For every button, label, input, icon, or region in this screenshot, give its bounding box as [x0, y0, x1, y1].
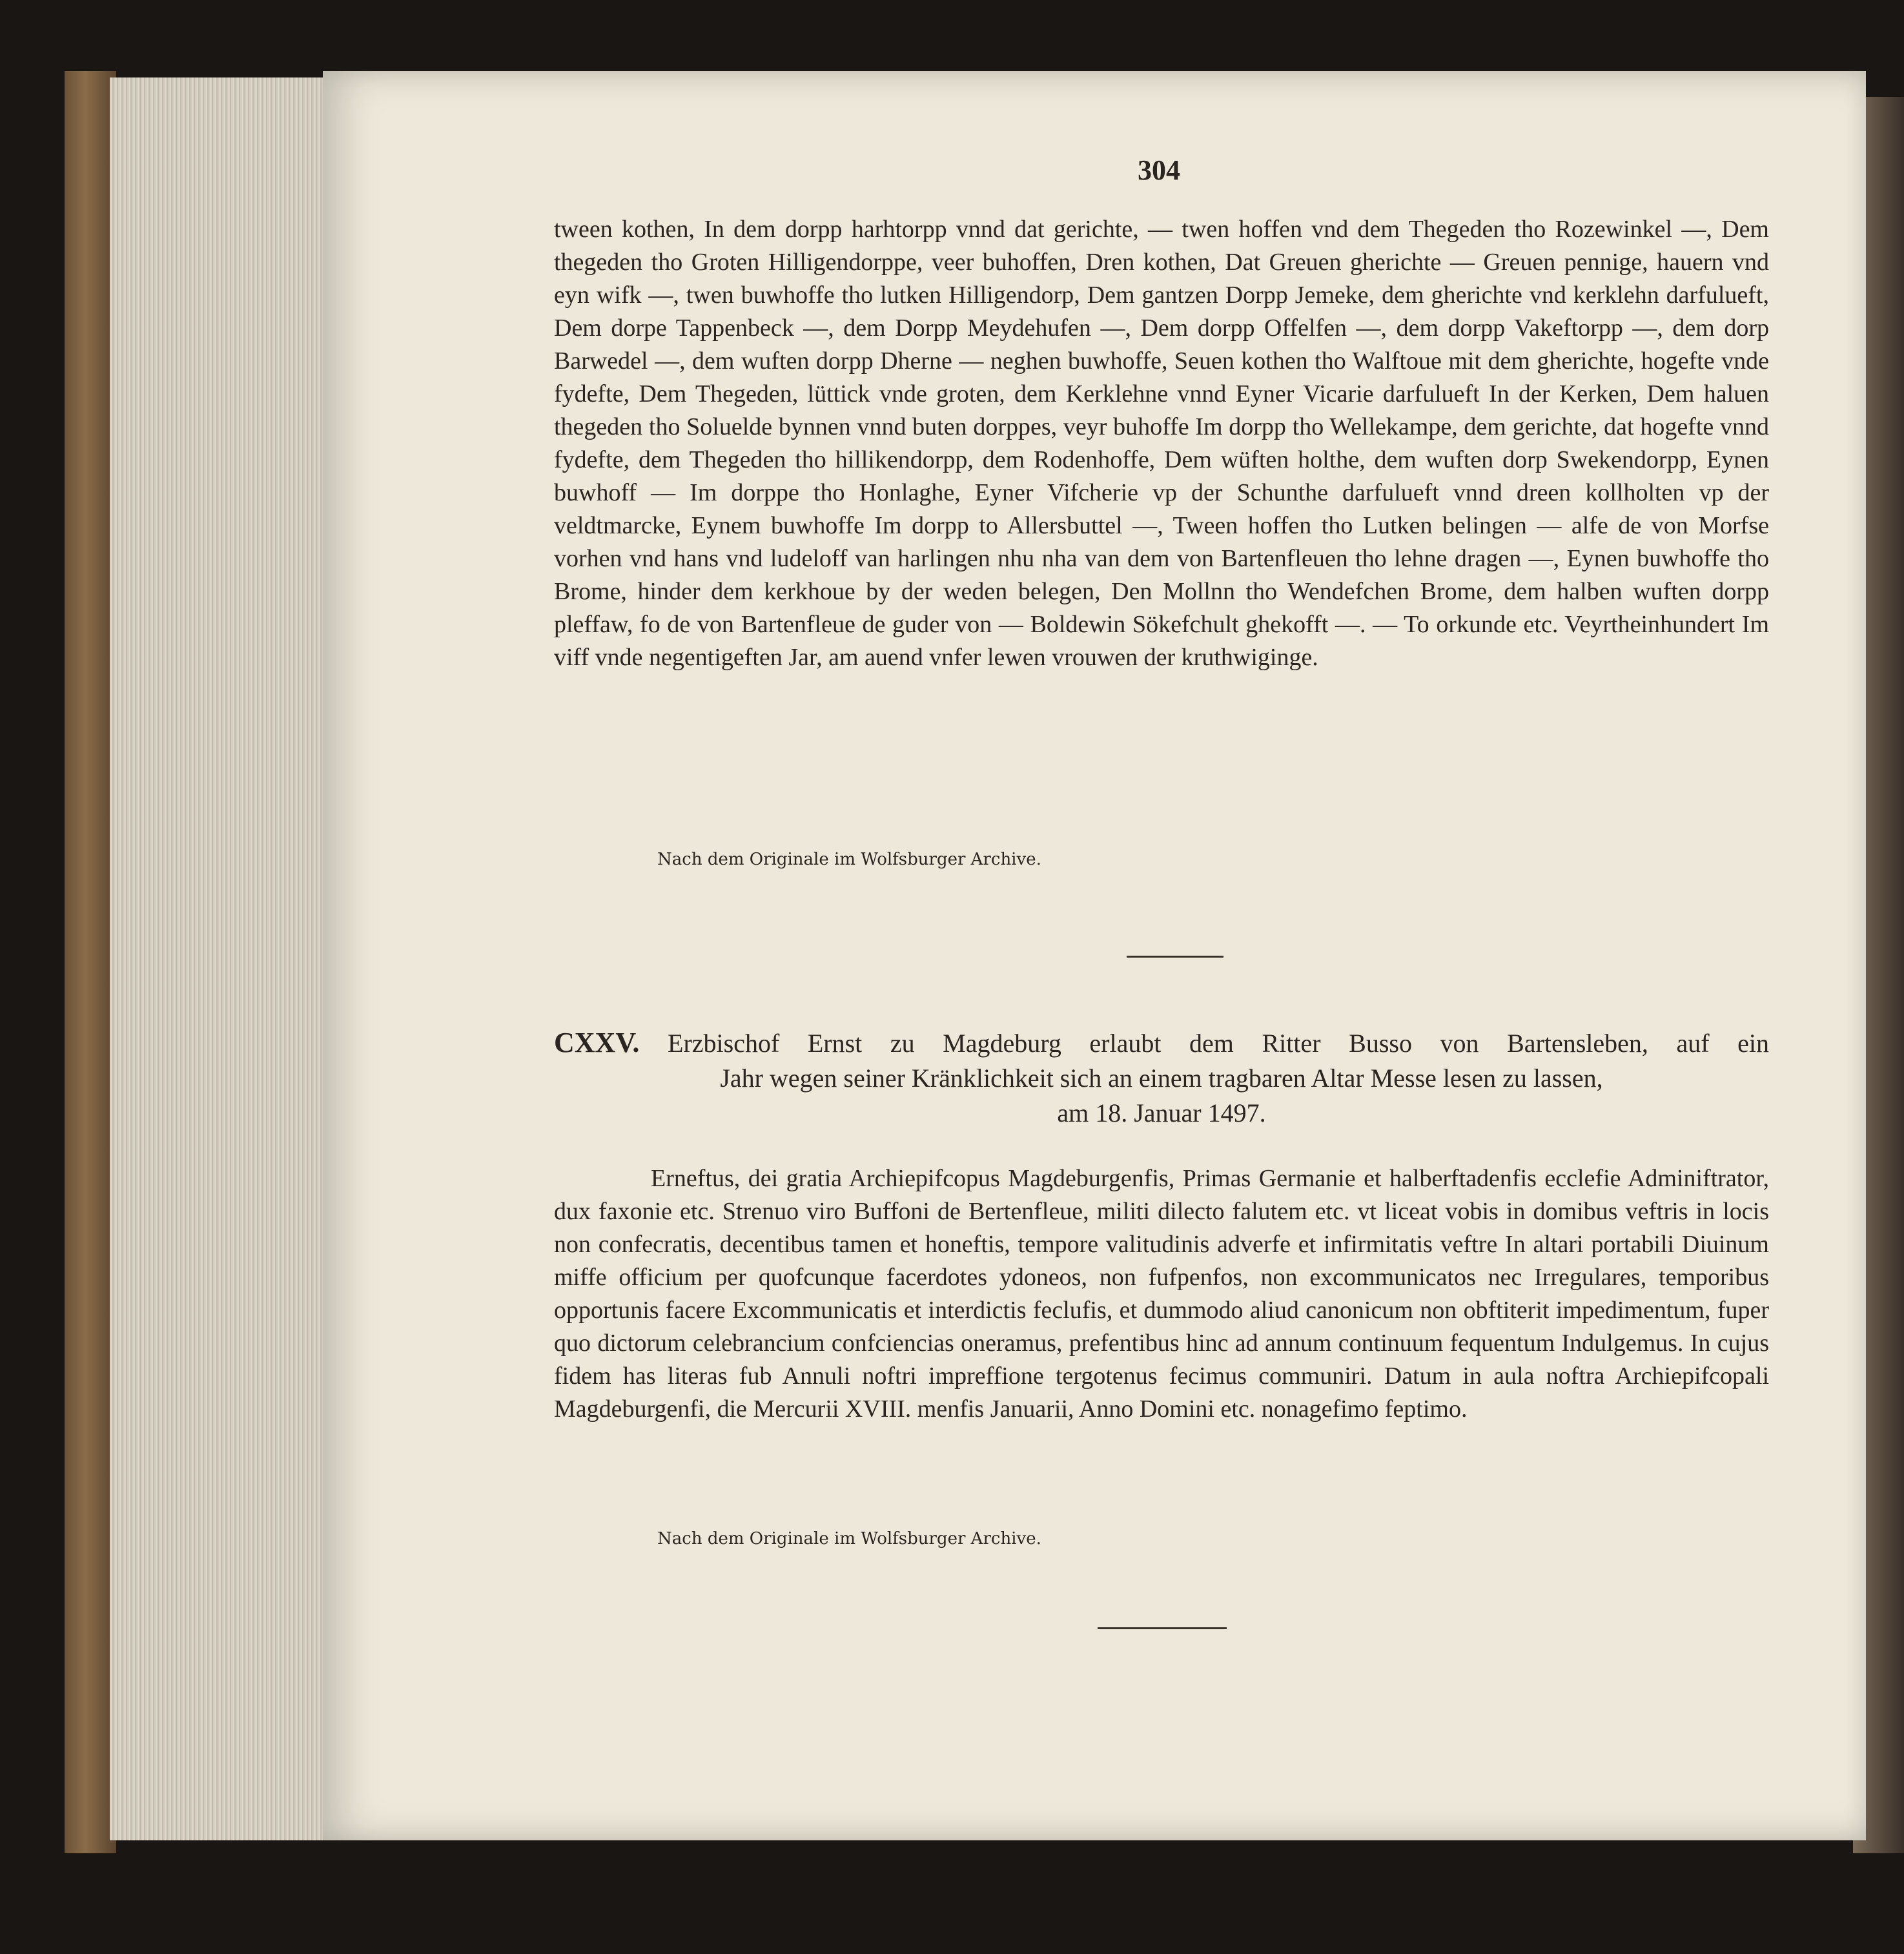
source-note-1: Nach dem Originale im Wolfsburger Archive.: [657, 850, 1041, 869]
heading-text-1: Erzbischof Ernst zu Magdeburg erlaubt dem Ritter Busso von Bartensleben, auf ein: [668, 1029, 1770, 1058]
page-number: 304: [1138, 154, 1180, 186]
page-stack-edge: [110, 77, 342, 1840]
document-paragraph-2: Erneftus, dei gratia Archiepifcopus Magdeburgenfis, Primas Germanie et halberftadenfis ecclefie Adminiftrator, dux faxonie etc. Strenuo viro Buffoni de Bertenfleue, militi dilecto falutem etc. vt liceat vobis in domibus veftris in locis non confecratis, decentibus tamen et honeftis, tempore valitudinis adverfe et infirmitatis veftre In altari portabili Diuinum miffe officium per quofcunque facerdotes ydoneos, non fufpenfos, non excommunicatos nec Irregulares, temporibus opportunis facere Excommunicatis et interdictis feclufis, et dummodo aliud canonicum non obftiterit impedimentum, fuper quo dictorum celebrancium confciencias oneramus, prefentibus hinc ad annum continuum fequentum Indulgemus. In cujus fidem has literas fub Annuli noftri impreffione tergotenus fecimus communiri. Datum in aula noftra Archiepifcopali Magdeburgenfi, die Mercurii XVIII. menfis Januarii, Anno Domini etc. nonagefimo feptimo.: [554, 1165, 1769, 1423]
heading-line-3: am 18. Januar 1497.: [1057, 1098, 1266, 1127]
heading-line-1: [554, 1025, 1769, 1061]
document-paragraph-1: tween kothen, In dem dorpp harhtorpp vnnd dat gerichte, — twen hoffen vnd dem Thegeden tho Rozewinkel —, Dem thegeden tho Groten Hilligendorppe, veer buhoffen, Dren kothen, Dat Greuen gherichte — Greuen pennige, hauern vnd eyn wifk —, twen buwhoffe tho lutken Hilligendorp, Dem gantzen Dorpp Jemeke, dem gherichte vnd kerklehn darfulueft, Dem dorpe Tappenbeck —, dem Dorpp Meydehufen —, Dem dorpp Offelfen —, dem dorpp Vakeftorpp —, dem dorp Barwedel —, dem wuften dorpp Dherne — neghen buwhoffe, Seuen kothen tho Walftoue mit dem gherichte, hogefte vnde fydefte, Dem Thegeden, lüttick vnde groten, dem Kerklehne vnnd Eyner Vicarie darfulueft In der Kerken, Dem haluen thegeden tho Soluelde bynnen vnnd buten dorppes, veyr buhoffe Im dorpp tho Wellekampe, dem gerichte, dat hogefte vnnd fydefte, dem Thegeden tho hillikendorpp, dem Rodenhoffe, Dem wüften holthe, dem wuften dorp Swekendorpp, Eynen buwhoff — Im dorppe tho Honlaghe, Eyner Vifcherie vp der Schunthe darfulueft vnnd dreen kollholten vp der veldtmarcke, Eynem buwhoffe Im dorpp to Allersbuttel —, Tween hoffen tho Lutken belingen — alfe de von Morfse vorhen vnd hans vnd ludeloff van harlingen nhu nha van dem von Bartenfleuen tho lehne dragen —, Eynen buwhoffe tho Brome, hinder dem kerkhoue by der weden belegen, Den Mollnn tho Wendefchen Brome, dem halben wuften dorpp pleffaw, fo de von Bartenfleue de guder von — Boldewin Sökefchult ghekofft —. — To orkunde etc. Veyrtheinhundert Im viff vnde negentigeften Jar, am auend vnfer lewen vrouwen der kruthwiginge.: [554, 216, 1769, 671]
section-heading: [554, 1025, 1769, 1131]
section-divider-1: [1127, 956, 1223, 958]
book-cover-board: [65, 71, 116, 1853]
section-divider-2: [1098, 1627, 1227, 1629]
heading-number: CXXV.: [554, 1027, 640, 1058]
source-note-2: Nach dem Originale im Wolfsburger Archive.: [657, 1529, 1041, 1548]
heading-line-2: Jahr wegen seiner Kränklichkeit sich an einem tragbaren Altar Messe lesen zu lassen,: [720, 1064, 1603, 1093]
